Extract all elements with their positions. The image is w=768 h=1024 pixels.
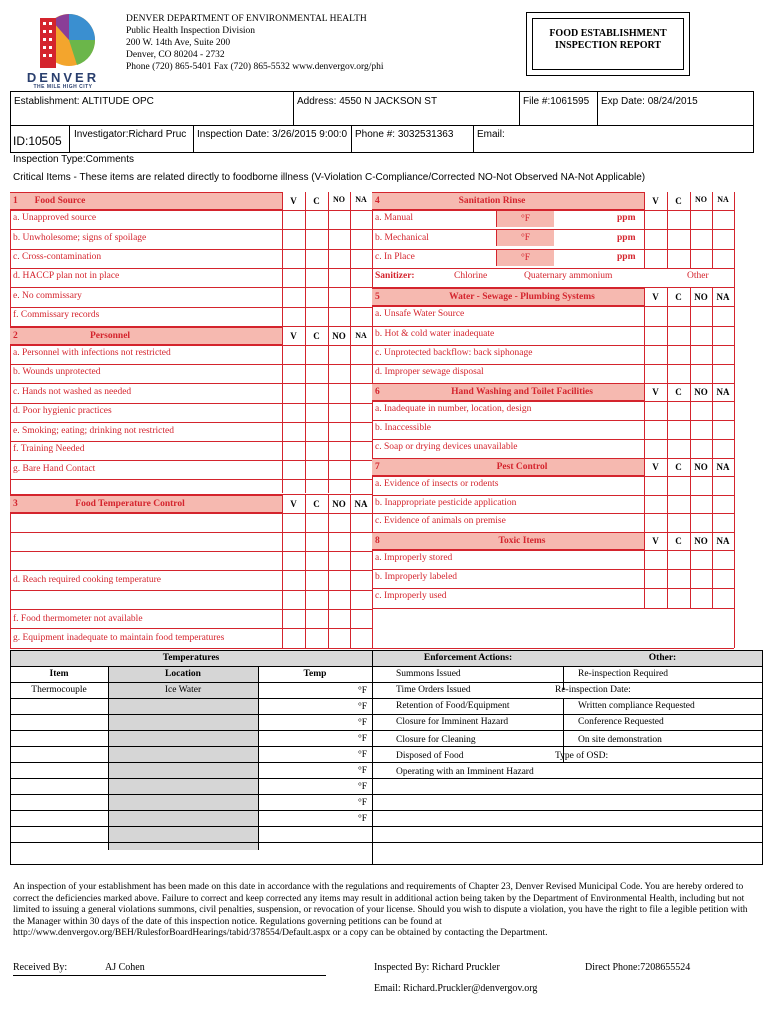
s2-item-c: c. Hands not washed as needed xyxy=(13,387,132,397)
table-row-line xyxy=(10,682,762,683)
table-row-line xyxy=(10,746,762,747)
temp-unit-label: °F xyxy=(358,718,368,728)
other-osd: Type of OSD: xyxy=(555,751,609,761)
s1-item-e: e. No commissary xyxy=(13,291,82,301)
section-3-title: Food Temperature Control xyxy=(75,499,185,509)
signature-line xyxy=(13,975,326,976)
temp-unit-label: °F xyxy=(358,702,368,712)
section-5-title: Water - Sewage - Plumbing Systems xyxy=(449,292,595,302)
temp-row-1-location: Ice Water xyxy=(164,685,202,695)
org-name: DENVER DEPARTMENT OF ENVIRONMENTAL HEALTH xyxy=(126,14,367,24)
critical-items-note: Critical Items - These items are related directly to foodborne illness (V-Violation C-Compliance/Corrected NO-Not Observed NA-Not Applicable) xyxy=(13,172,646,183)
phone-field: Phone #: 3032531363 xyxy=(355,129,454,140)
email-field: Email: xyxy=(477,129,505,140)
enforcement-item-7: Operating with an Imminent Hazard xyxy=(396,767,534,777)
s3-item-f: f. Food thermometer not available xyxy=(13,614,143,624)
s6-item-b: b. Inaccessible xyxy=(375,423,431,433)
table-row-line xyxy=(10,810,762,811)
table-row-line xyxy=(10,826,762,827)
other-onsite: On site demonstration xyxy=(578,735,662,745)
s3-item-g: g. Equipment inadequate to maintain food temperatures xyxy=(13,633,225,643)
s7-item-b: b. Inappropriate pesticide application xyxy=(375,498,517,508)
critical-items-left-grid: 1 Food Source V C NO NA a. Unapproved source b. Unwholesome; signs of spoilage c. Cross-contamination d. HACCP plan not in place e. No commissary f. Commissary records 2 Personnel V C NO NA a. Personnel with infections not restricted b. Wounds unprotected c. Hands not washed as needed d. Poor hygienic practices e. Smoking; eating; drinking not restricted f. Training Needed g. Bare Hand Contact 3 Food Temperature Control V C NO NA d. Reach required cooking temperature f. Food thermometer not available g. Equipment inadequate to maintain food temperatures xyxy=(10,192,372,648)
s3-item-d: d. Reach required cooking temperature xyxy=(13,575,161,585)
s8-item-a: a. Improperly stored xyxy=(375,553,453,563)
enforcement-title: Enforcement Actions: xyxy=(423,653,513,663)
other-reinspection-required: Re-inspection Required xyxy=(578,669,668,679)
table-row-line xyxy=(10,714,762,715)
received-by-name: AJ Cohen xyxy=(105,962,145,973)
enforcement-item-3: Retention of Food/Equipment xyxy=(396,701,510,711)
temperatures-enforcement-table: Temperatures Enforcement Actions: Other: Item Location Temp Thermocouple Ice Water Summons Issued Time Orders Issued Retention of Food/Equipment Closure for Imminent Hazard Closure for Cleaning Disposed of Food Operating with an Imminent Hazard Re-inspection Required Re-inspection Date: Written compliance Requested Conference Requested On site demonstration Type of OSD: °F °F °F °F °F °F °F °F °F xyxy=(10,650,762,865)
header-org-block xyxy=(126,13,384,73)
exp-date-field: Exp Date: 08/24/2015 xyxy=(601,96,698,107)
s1-item-a: a. Unapproved source xyxy=(13,213,97,223)
denver-logo xyxy=(22,10,104,90)
temp-unit-label: °F xyxy=(358,750,368,760)
s5-item-c: c. Unprotected backflow: back siphonage xyxy=(375,348,533,358)
s5-item-b: b. Hot & cold water inadequate xyxy=(375,329,495,339)
temp-unit-label: °F xyxy=(358,814,368,824)
enforcement-item-2: Time Orders Issued xyxy=(396,685,471,695)
temp-row-1-item: Thermocouple xyxy=(31,685,87,695)
denver-logo-icon xyxy=(22,10,104,72)
s8-item-b: b. Improperly labeled xyxy=(375,572,458,582)
s1-item-f: f. Commissary records xyxy=(13,310,100,320)
s4-item-a: a. Manual xyxy=(375,213,413,223)
address-line-1: 200 W. 14th Ave, Suite 200 xyxy=(126,38,231,48)
table-row-line xyxy=(10,730,762,731)
s4-item-b: b. Mechanical xyxy=(375,233,429,243)
section-2-title: Personnel xyxy=(89,331,131,341)
id-field: ID:10505 xyxy=(13,134,62,148)
s2-item-g: g. Bare Hand Contact xyxy=(13,464,96,474)
enforcement-item-4: Closure for Imminent Hazard xyxy=(396,717,509,727)
division-name: Public Health Inspection Division xyxy=(126,26,256,36)
other-title: Other: xyxy=(648,653,677,663)
critical-items-right-grid: 4 Sanitation Rinse V C NO NA °F a. Manual ppm °F b. Mechanical ppm °F c. In Place ppm Sanitizer: Chlorine Quaternary ammonium Other 5 Water - Sewage - Plumbing Systems V C NO NA a. Unsafe Water Source b. Hot & cold water inadequate c. Unprotected backflow: back siphonage d. Improper sewage disposal 6 Hand Washing and Toilet Facilities V C NO NA a. Inadequate in number, location, design b. Inaccessible c. Soap or drying devices unavailable 7 Pest Control V C NO NA a. Evidence of insects or rodents b. Inappropriate pesticide application c. Evidence of animals on premise 8 Toxic Items V C NO NA a. Improperly stored b. Improperly labeled c. Improperly used xyxy=(372,192,734,648)
temp-unit-label: °F xyxy=(358,798,368,808)
address-field: Address: 4550 N JACKSON ST xyxy=(297,96,438,107)
report-title-2: INSPECTION REPORT xyxy=(554,40,662,51)
section-7-title: Pest Control xyxy=(496,462,548,472)
s2-item-e: e. Smoking; eating; drinking not restricted xyxy=(13,426,174,436)
inspector-email: Email: Richard.Pruckler@denvergov.org xyxy=(374,983,538,994)
establishment-field: Establishment: ALTITUDE OPC xyxy=(14,96,154,107)
table-row-line xyxy=(10,778,762,779)
s5-item-d: d. Improper sewage disposal xyxy=(375,367,484,377)
logo-tagline: THE MILE HIGH CITY xyxy=(33,84,93,90)
temperatures-title: Temperatures xyxy=(162,653,220,663)
section-4-title: Sanitation Rinse xyxy=(458,196,526,206)
report-title-1: FOOD ESTABLISHMENT xyxy=(549,28,667,39)
other-reinspection-date: Re-inspection Date: xyxy=(555,685,631,695)
section-1-title: Food Source xyxy=(34,196,86,206)
temp-unit-label: °F xyxy=(358,782,368,792)
s5-item-a: a. Unsafe Water Source xyxy=(375,309,465,319)
direct-phone: Direct Phone:7208655524 xyxy=(585,962,691,973)
report-title-box xyxy=(526,12,690,76)
enforcement-item-5: Closure for Cleaning xyxy=(396,735,476,745)
logo-word: DENVER xyxy=(26,70,100,85)
received-by-label: Received By: xyxy=(13,962,68,973)
s6-item-a: a. Inadequate in number, location, design xyxy=(375,404,532,414)
s2-item-f: f. Training Needed xyxy=(13,444,85,454)
investigator-field: Investigator:Richard Pruc xyxy=(74,129,187,140)
s8-item-c: c. Improperly used xyxy=(375,591,447,601)
s1-item-b: b. Unwholesome; signs of spoilage xyxy=(13,233,147,243)
inspection-date-field: Inspection Date: 3/26/2015 9:00:0 xyxy=(197,129,348,140)
address-line-2: Denver, CO 80204 - 2732 xyxy=(126,50,225,60)
inspection-type: Inspection Type:Comments xyxy=(13,154,134,165)
table-row-line xyxy=(10,794,762,795)
sanitizer-label: Sanitizer: xyxy=(375,271,415,281)
temp-unit-label: °F xyxy=(358,686,368,696)
table-row-line xyxy=(10,698,762,699)
s2-item-b: b. Wounds unprotected xyxy=(13,367,101,377)
footer-paragraph: An inspection of your establishment has been made on this date in accordance with the regulations and requirements of Chapter 23, Denver Revised Municipal Code. You are hereby ordered to correct the deficiencies marked above. Failure to correct and keep corrected any items may result in additional action being taken by the Department of Environmental Health, including but not limited to issuing a general violations summons, civil penalties, suspension, or revocation of your license. Should you wish to dispute a violation, you have the right to file a legible petition with the Manager within 30 days of the date of this inspection notice. Regulations governing petitions can be found at http://www.denvergov.org/BEH/RulesforBoardHearings/tabid/378554/Default.aspx or a copy can be obtained by contacting the Department. xyxy=(13,882,748,938)
s6-item-c: c. Soap or drying devices unavailable xyxy=(375,442,518,452)
s2-item-d: d. Poor hygienic practices xyxy=(13,406,112,416)
establishment-info-box xyxy=(10,91,754,153)
s4-item-c: c. In Place xyxy=(375,252,415,262)
file-number-field: File #:1061595 xyxy=(523,96,590,107)
inspected-by: Inspected By: Richard Pruckler xyxy=(374,962,500,973)
s7-item-a: a. Evidence of insects or rodents xyxy=(375,479,499,489)
contact-line: Phone (720) 865-5401 Fax (720) 865-5532 www.denvergov.org/phi xyxy=(126,62,384,72)
s1-item-c: c. Cross-contamination xyxy=(13,252,102,262)
section-6-title: Hand Washing and Toilet Facilities xyxy=(451,387,593,397)
other-written-compliance: Written compliance Requested xyxy=(578,701,695,711)
table-row-line xyxy=(10,762,762,763)
enforcement-item-1: Summons Issued xyxy=(396,669,461,679)
s1-item-d: d. HACCP plan not in place xyxy=(13,271,120,281)
other-conference: Conference Requested xyxy=(578,717,664,727)
table-row-line xyxy=(10,842,762,843)
s2-item-a: a. Personnel with infections not restricted xyxy=(13,348,171,358)
section-8-title: Toxic Items xyxy=(498,536,546,546)
temp-unit-label: °F xyxy=(358,734,368,744)
temp-unit-label: °F xyxy=(358,766,368,776)
s7-item-c: c. Evidence of animals on premise xyxy=(375,516,506,526)
enforcement-item-6: Disposed of Food xyxy=(396,751,464,761)
